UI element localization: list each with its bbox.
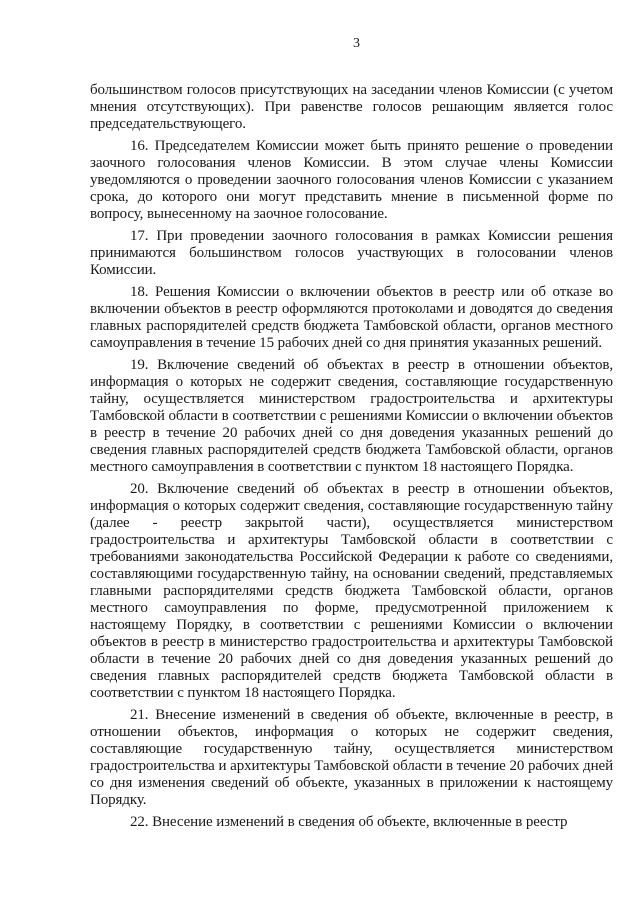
page-number: 3	[353, 36, 360, 51]
paragraph-21: 21. Внесение изменений в сведения об объекте, включенные в реестр, в отношении объектов, информация о которых не содержит сведения, составляющие государственную тайну, осуществляется министерством градостроительства и архитектуры Тамбовской области в течение 20 рабочих дней со дня изменения сведений об объекте, указанных в приложении к настоящему Порядку.	[90, 707, 613, 808]
paragraph-22: 22. Внесение изменений в сведения об объекте, включенные в реестр	[130, 814, 568, 830]
paragraph-16: 16. Председателем Комиссии может быть принято решение о проведении заочного голосования членов Комиссии. В этом случае члены Комиссии уведомляются о проведении заочного голосования членов Комиссии с указанием срока, до которого они могут представить мнение в письменной форме по вопросу, вынесенному на заочное голосование.	[90, 138, 613, 222]
paragraph-20: 20. Включение сведений об объектах в реестр в отношении объектов, информация о которых содержит сведения, составляющие государственную тайну (далее - реестр закрытой части), осуществляется министерством градостроительства и архитектуры Тамбовской области в соответствии с требованиями законодательства Российской Федерации к работе со сведениями, составляющими государственную тайну, на основании сведений, представляемых главными распорядителями средств бюджета Тамбовской области, органов местного самоуправления по форме, предусмотренной приложением к настоящему Порядку, в соответствии с решениями Комиссии о включении объектов в реестр в министерство градостроительства и архитектуры Тамбовской области в течение 20 рабочих дней со дня доведения указанных решений до сведения главных распорядителей средств бюджета Тамбовской области в соответствии с пунктом 18 настоящего Порядка.	[90, 481, 613, 701]
paragraph-19: 19. Включение сведений об объектах в реестр в отношении объектов, информация о которых не содержит сведения, составляющие государственную тайну, осуществляется министерством градостроительства и архитектуры Тамбовской области в соответствии с решениями Комиссии о включении объектов в реестр в течение 20 рабочих дней со дня доведения указанных решений до сведения главных распорядителей средств бюджета Тамбовской области, органов местного самоуправления в соответствии с пунктом 18 настоящего Порядка.	[90, 357, 613, 475]
paragraph-17: 17. При проведении заочного голосования в рамках Комиссии решения принимаются большинством голосов участвующих в голосовании членов Комиссии.	[90, 228, 613, 278]
document-body	[90, 82, 613, 831]
paragraph-18: 18. Решения Комиссии о включении объектов в реестр или об отказе во включении объектов в реестр оформляются протоколами и доводятся до сведения главных распорядителей средств бюджета Тамбовской области, органов местного самоуправления в течение 15 рабочих дней со дня принятия указанных решений.	[90, 284, 613, 351]
paragraph-continuation: большинством голосов присутствующих на заседании членов Комиссии (с учетом мнения отсутствующих). При равенстве голосов решающим является голос председательствующего.	[90, 82, 613, 132]
